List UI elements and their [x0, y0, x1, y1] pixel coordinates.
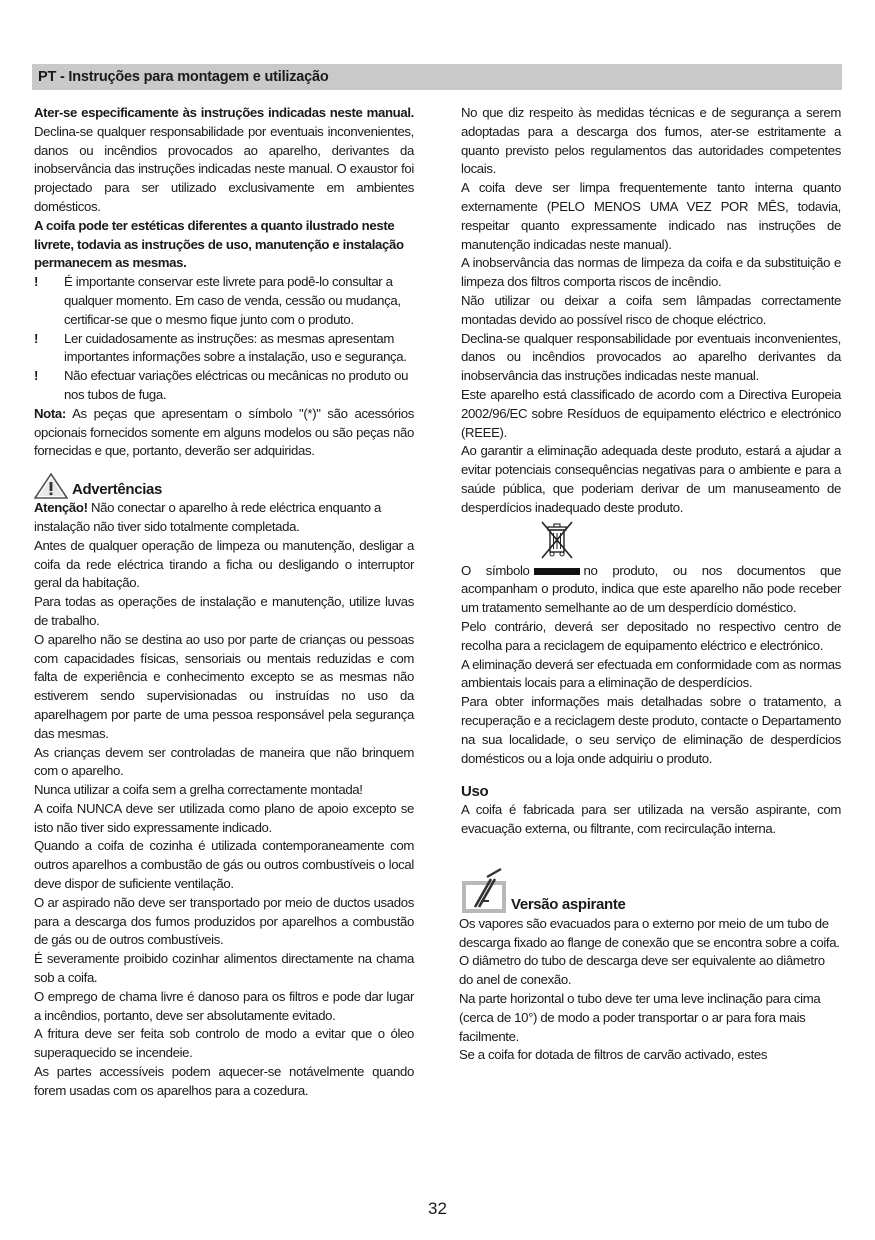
right-paragraph: Para obter informações mais detalhadas sobre o tratamento, a recuperação e a reciclagem deste produto, contacte o Departamento na sua localidade, o seu serviço de eliminação de desperdícios domésticos ou a loja onde adquiriu o produto. [461, 694, 841, 766]
advertencia-paragraph: As partes accessíveis podem aquecer-se notávelmente quando forem usadas com os aparelhos para a cozedura. [34, 1064, 414, 1098]
symbol-paragraph [461, 562, 841, 618]
versao-heading-row [461, 867, 841, 915]
exclamation-icon: ! [34, 368, 39, 384]
right-column [461, 104, 841, 1065]
symbol-post: no produto, ou nos documentos que acompanham o produto, indica que este aparelho não pode receber um tratamento semelhante ao de um desperdício doméstico. [461, 562, 842, 616]
extraction-hood-icon [461, 867, 507, 915]
weee-bar-icon [534, 568, 580, 575]
bullet-text: Ler cuidadosamente as instruções: as mesmas apresentam importantes informações sobre a instalação, uso e segurança. [64, 330, 407, 365]
nota-text: As peças que apresentam o símbolo "(*)" são acessórios opcionais fornecidos somente em alguns modelos ou são peças não fornecidas e que, portanto, deverão ser adquiridas. [34, 405, 414, 459]
advertencia-paragraph: Nunca utilizar a coifa sem a grelha correctamente montada! [34, 782, 363, 798]
advertencia-paragraph: O emprego de chama livre é danoso para os filtros e pode dar lugar a incêndios, portanto, deve ser absolutamente evitado. [34, 988, 414, 1023]
advertencia-paragraph: Quando a coifa de cozinha é utilizada contemporaneamente com outros aparelhos a combustão de gás ou outros combustíveis o local deve dispor de suficiente ventilação. [34, 838, 414, 892]
right-paragraph: A eliminação deverá ser efectuada em conformidade com as normas ambientais locais para a eliminação de desperdícios. [461, 656, 841, 691]
intro-text: Declina-se qualquer responsabilidade por eventuais inconvenientes, danos ou incêndios provocados ao aparelho, derivantes da inobservância das instruções indicadas neste manual. O exaustor foi projectado para ser utilizado exclusivamente em ambientes domésticos. [34, 123, 414, 214]
weee-symbol-row [461, 518, 841, 562]
intro-bold-paragraph: A coifa pode ter estéticas diferentes a quanto ilustrado neste livrete, todavia as instruções de uso, manutenção e instalação permanecem as mesmas. [34, 217, 404, 271]
advertencia-paragraph: A fritura deve ser feita sob controlo de modo a evitar que o óleo superaquecido se incendeie. [34, 1026, 414, 1061]
advertencia-paragraph: Para todas as operações de instalação e manutenção, utilize luvas de trabalho. [34, 594, 414, 628]
intro-bold: Ater-se especificamente às instruções indicadas neste manual. [34, 105, 414, 120]
exclamation-icon: ! [34, 274, 39, 290]
atencao-paragraph [34, 499, 414, 537]
advertencias-heading-row [34, 473, 414, 499]
bullet-text: É importante conservar este livrete para podê-lo consultar a qualquer momento. Em caso de venda, cessão ou mudança, certificar-se que o mesmo fique junto com o produto. [64, 274, 401, 327]
warning-icon [34, 473, 68, 499]
right-paragraph: Declina-se qualquer responsabilidade por eventuais inconvenientes, danos ou incêndios provocados ao aparelho derivantes da inobservância das instruções indicadas neste manual. [461, 330, 841, 384]
nota-paragraph [34, 405, 414, 461]
bullet-text: Não efectuar variações eléctricas ou mecânicas no produto ou nos tubos de fuga. [64, 368, 409, 402]
advertencia-paragraph: Antes de qualquer operação de limpeza ou manutenção, desligar a coifa da rede eléctrica tirando a ficha ou desligando o interruptor geral da habitação. [34, 537, 414, 591]
versao-paragraph: O diâmetro do tubo de descarga deve ser equivalente ao diâmetro do anel de conexão. [459, 953, 825, 988]
advertencia-paragraph: É severamente proibido cozinhar alimentos directamente na chama sob a coifa. [34, 951, 414, 986]
versao-heading: Versão aspirante [511, 895, 626, 913]
spacer [461, 839, 841, 857]
nota-label: Nota: [34, 405, 66, 421]
intro-paragraph [34, 104, 414, 217]
right-paragraph: A inobservância das normas de limpeza da coifa e da substituição e limpeza dos filtros comporta riscos de incêndio. [461, 255, 841, 290]
right-paragraph: Pelo contrário, deverá ser depositado no respectivo centro de recolha para a reciclagem de equipamento eléctrico e electrónico. [461, 618, 841, 653]
advertencia-paragraph: As crianças devem ser controladas de maneira que não brinquem com o aparelho. [34, 744, 414, 779]
right-paragraph: Ao garantir a eliminação adequada deste produto, estará a ajudar a evitar potenciais consequências negativas para o ambiente e para a saúde pública, que poderiam derivar de um manuseamento de desperdícios inadequado deste produto. [461, 443, 841, 515]
exclamation-icon: ! [34, 330, 39, 346]
atencao-text: Não conectar o aparelho à rede eléctrica enquanto a instalação não tiver sido totalmente completada. [34, 500, 382, 534]
atencao-label: Atenção! [34, 500, 88, 516]
left-column [34, 104, 414, 1101]
bullet-item [34, 367, 414, 405]
advertencia-paragraph: O aparelho não se destina ao uso por parte de crianças ou pessoas com capacidades físicas, sensoriais ou mentais reduzidas e com falta de experiência e conhecimento excepto se as mesmas não estiverem sendo supervisionadas ou instruídas no uso da aparelhagem por parte de uma pessoa responsável pela segurança das mesmas. [34, 631, 414, 741]
versao-paragraph: Os vapores são evacuados para o externo por meio de um tubo de descarga fixado ao flange de conexão que se encontra sobre a coifa. [459, 915, 840, 950]
versao-paragraph: Na parte horizontal o tubo deve ter uma leve inclinação para cima (cerca de 10°) de modo a poder transportar o ar para fora mais facilmente. [459, 991, 821, 1044]
versao-body [459, 915, 841, 1065]
bullet-item [34, 273, 414, 329]
versao-paragraph: Se a coifa for dotada de filtros de carvão activado, estes [459, 1047, 768, 1063]
symbol-pre: O símbolo [461, 562, 530, 578]
advertencia-paragraph: O ar aspirado não deve ser transportado por meio de ductos usados para a descarga dos fumos produzidos por aparelhos a combustão de gás ou de outros combustíveis. [34, 894, 414, 948]
uso-heading: Uso [461, 783, 489, 801]
advertencias-heading: Advertências [72, 481, 163, 499]
page-title: PT - Instruções para montagem e utilização [32, 64, 842, 90]
bullet-item [34, 330, 414, 368]
right-paragraph: A coifa deve ser limpa frequentemente tanto interna quanto externamente (PELO MENOS UMA VEZ POR MÊS, todavia, respeitar quanto expressamente indicado nas instruções de manutenção indicadas neste manual). [461, 180, 841, 252]
right-paragraph: No que diz respeito às medidas técnicas e de segurança a serem adoptadas para a descarga dos fumos, ater-se estritamente a quanto previsto pelos regulamentos das autoridades competentes locais. [461, 105, 841, 177]
right-paragraph: Não utilizar ou deixar a coifa sem lâmpadas correctamente montadas devido ao possível risco de choque eléctrico. [461, 292, 841, 327]
crossed-bin-icon [539, 520, 575, 560]
page-number: 32 [428, 1199, 447, 1218]
uso-paragraph: A coifa é fabricada para ser utilizada na versão aspirante, com evacuação externa, ou filtrante, com recirculação interna. [461, 802, 841, 837]
right-paragraph: Este aparelho está classificado de acordo com a Directiva Europeia 2002/96/EC sobre Resíduos de equipamento eléctrico e electrónico (REEE). [461, 386, 841, 440]
advertencia-paragraph: A coifa NUNCA deve ser utilizada como plano de apoio excepto se isto não tiver sido expressamente indicado. [34, 800, 414, 835]
